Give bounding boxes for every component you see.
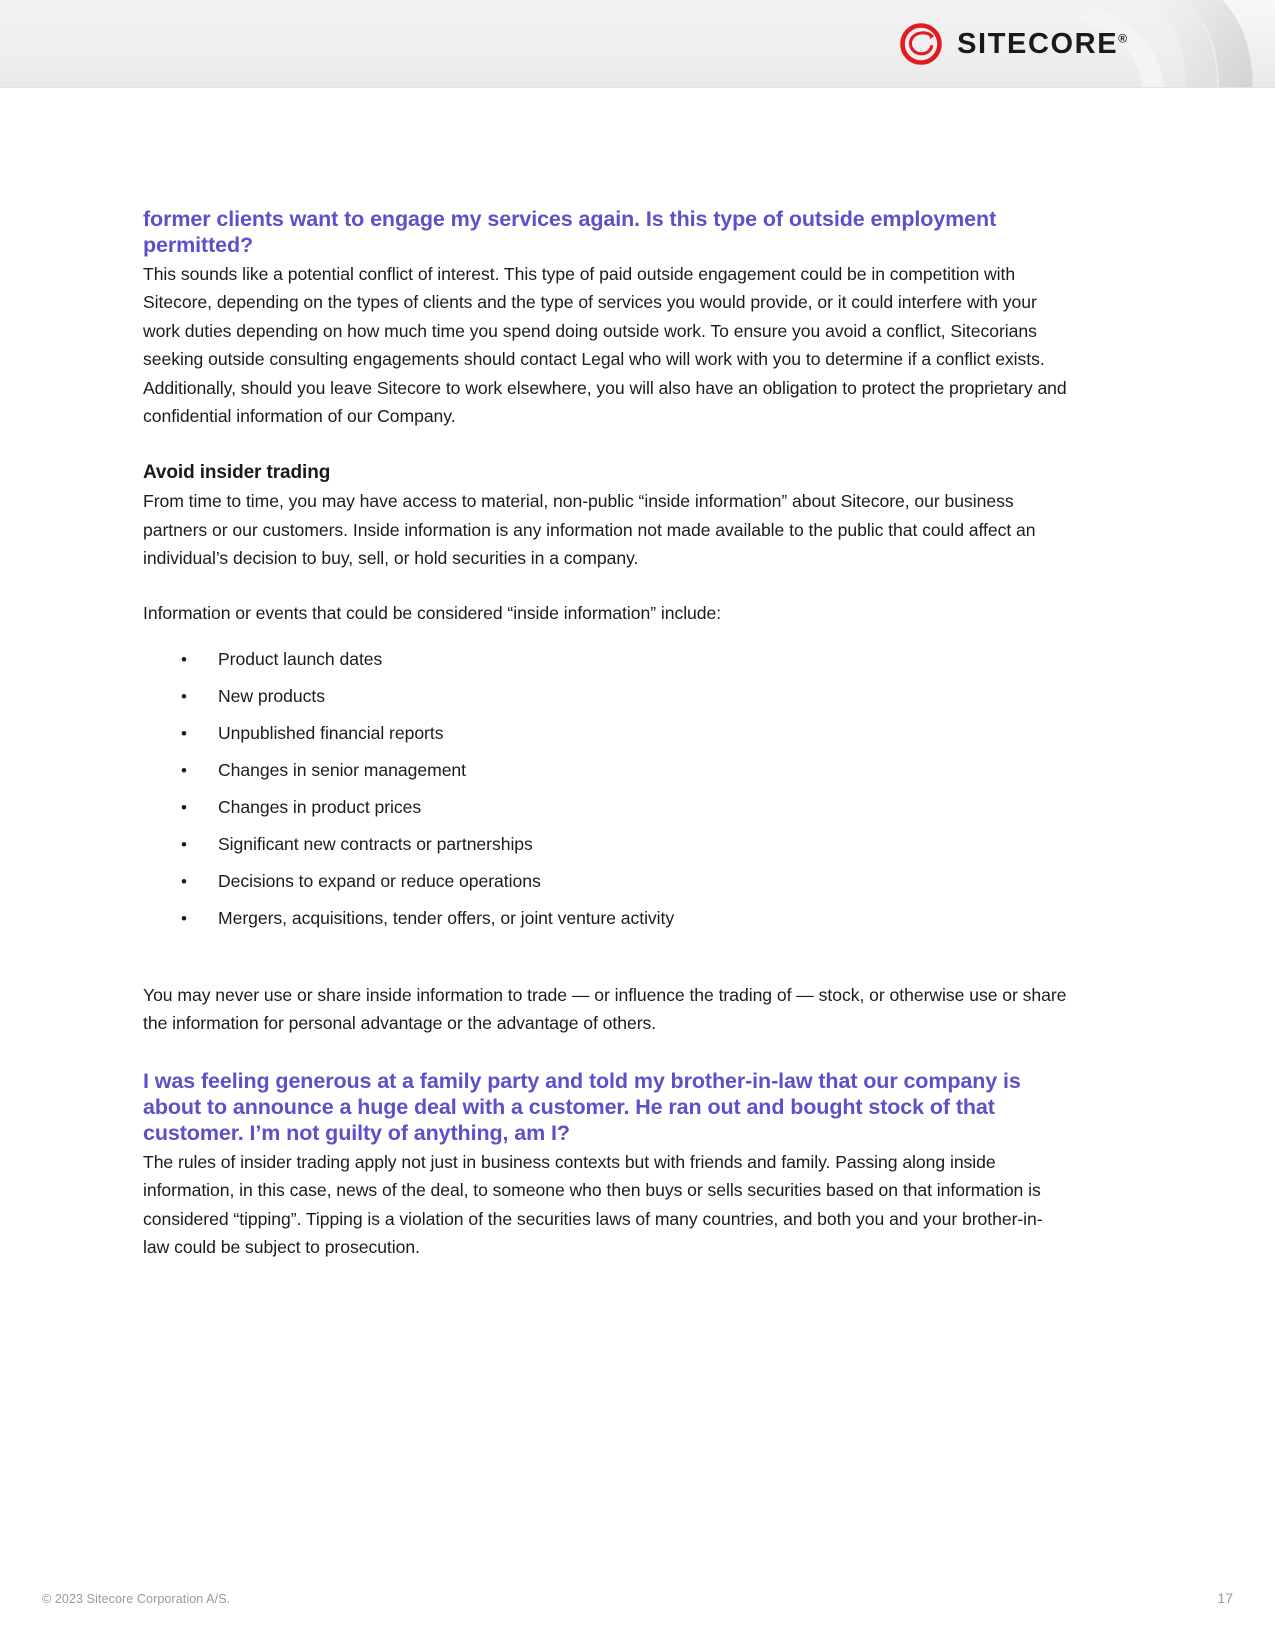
document-content xyxy=(143,206,1068,1262)
list-item xyxy=(143,900,1068,937)
section-paragraph-inside-information: From time to time, you may have access to material, non-public “inside information” about Sitecore, our business partners or our customers. Inside information is any information not made available to the public that could affect an individual’s decision to buy, sell, or hold securities in a company. xyxy=(143,491,1036,569)
list-item xyxy=(143,826,1068,863)
sitecore-ring-icon xyxy=(899,22,943,66)
bullet-icon: • xyxy=(181,687,187,707)
answer-paragraph-outside-employment: This sounds like a potential conflict of interest. This type of paid outside engagement could be in competition with Sitecore, depending on the types of clients and the type of services you would provide, or it could interfere with your work duties depending on how much time you spend doing outside work. To ensure you avoid a conflict, Sitecorians seeking outside consulting engagements should contact Legal who will work with you to determine if a conflict exists. Additionally, should you leave Sitecore to work elsewhere, you will also have an obligation to protect the proprietary and confidential information of our Company. xyxy=(143,264,1067,427)
spacer xyxy=(143,430,1068,460)
bullet-icon: • xyxy=(181,724,187,744)
list-item-label: Significant new contracts or partnerships xyxy=(218,834,533,855)
list-item xyxy=(143,789,1068,826)
bullet-icon: • xyxy=(181,761,187,781)
post-list-paragraph: You may never use or share inside information to trade — or influence the trading of — stock, or otherwise use or share the information for personal advantage or the advantage of others. xyxy=(143,985,1067,1034)
trademark-symbol: ® xyxy=(1118,30,1127,45)
list-item xyxy=(143,863,1068,900)
spacer xyxy=(143,573,1068,599)
question-heading-outside-employment: former clients want to engage my services again. Is this type of outside employment permitted? xyxy=(143,207,997,257)
list-item-label: Mergers, acquisitions, tender offers, or joint venture activity xyxy=(218,908,675,929)
list-intro-paragraph: Information or events that could be considered “inside information” include: xyxy=(143,602,722,623)
spacer xyxy=(143,627,1068,641)
section-heading-avoid-insider-trading: Avoid insider trading xyxy=(143,462,331,484)
list-item-label: Product launch dates xyxy=(218,649,383,670)
bullet-icon: • xyxy=(181,835,187,855)
wordmark-text: SITECORE xyxy=(957,27,1119,60)
spacer xyxy=(143,1038,1068,1068)
list-item-label: Changes in product prices xyxy=(218,797,422,818)
page-body xyxy=(0,88,1275,1650)
list-item-label: Decisions to expand or reduce operations xyxy=(218,871,541,892)
answer-paragraph-tipping: The rules of insider trading apply not just in business contexts but with friends and family. Passing along inside information, in this case, news of the deal, to someone who then buys or sells securities based on that information is considered “tipping”. Tipping is a violation of the securities laws of many countries, and both you and your brother-in-law could be subject to prosecution. xyxy=(143,1151,1043,1258)
spacer xyxy=(143,937,1068,981)
list-item-label: Changes in senior management xyxy=(218,760,466,781)
list-item-label: New products xyxy=(218,686,325,707)
sitecore-wordmark xyxy=(957,27,1127,60)
question-heading-family-party: I was feeling generous at a family party and told my brother-in-law that our company is about to announce a huge deal with a customer. He ran out and bought stock of that customer. I’m not guilty of anything, am I? xyxy=(143,1068,1021,1145)
list-item xyxy=(143,752,1068,789)
bullet-icon: • xyxy=(181,650,187,670)
footer-copyright: © 2023 Sitecore Corporation A/S. xyxy=(42,1592,231,1606)
list-item xyxy=(143,678,1068,715)
list-item-label: Unpublished financial reports xyxy=(218,723,444,744)
bullet-icon: • xyxy=(181,798,187,818)
footer-page-number: 17 xyxy=(1217,1590,1233,1606)
bullet-icon: • xyxy=(181,872,187,892)
page-header xyxy=(0,0,1275,88)
bullet-icon: • xyxy=(181,909,187,929)
page-footer xyxy=(0,1580,1275,1650)
list-item xyxy=(143,715,1068,752)
list-item xyxy=(143,641,1068,678)
inside-information-list xyxy=(143,641,1068,937)
sitecore-logo xyxy=(899,22,1127,66)
